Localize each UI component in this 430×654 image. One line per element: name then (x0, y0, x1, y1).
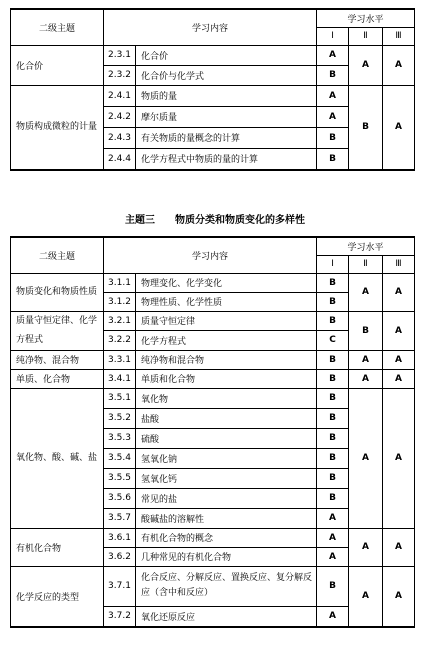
level-2-value: B (349, 85, 383, 170)
level-1-value: C (317, 331, 349, 351)
level-1-value: A (317, 106, 349, 127)
item-code: 2.4.2 (104, 106, 136, 127)
item-code: 3.3.1 (104, 350, 136, 369)
item-text: 物质的量 (136, 85, 317, 106)
item-code: 2.4.4 (104, 148, 136, 170)
item-code: 3.4.1 (104, 369, 136, 388)
header-level-2: Ⅱ (349, 27, 383, 45)
theme-cell: 有机化合物 (11, 528, 104, 566)
table-row (11, 45, 415, 65)
table-row (11, 388, 415, 408)
item-code: 2.4.1 (104, 85, 136, 106)
item-text: 化学方程式 (136, 331, 317, 351)
header-content: 学习内容 (104, 237, 317, 273)
item-text: 化合价与化学式 (136, 65, 317, 85)
level-2-value: A (349, 528, 383, 566)
level-3-value: A (383, 45, 415, 85)
item-code: 3.6.2 (104, 547, 136, 566)
level-1-value: B (317, 428, 349, 448)
item-code: 3.5.3 (104, 428, 136, 448)
level-1-value: B (317, 127, 349, 148)
level-1-value: A (317, 508, 349, 528)
header-level-2: Ⅱ (349, 255, 383, 273)
item-text: 氧化物 (136, 388, 317, 408)
item-text: 物理性质、化学性质 (136, 292, 317, 311)
level-3-value: A (383, 311, 415, 350)
item-code: 3.5.1 (104, 388, 136, 408)
item-code: 3.5.7 (104, 508, 136, 528)
item-text: 常见的盐 (136, 488, 317, 508)
item-text: 摩尔质量 (136, 106, 317, 127)
item-code: 3.5.6 (104, 488, 136, 508)
level-1-value: A (317, 528, 349, 547)
header-level-1: Ⅰ (317, 255, 349, 273)
header-level: 学习水平 (317, 9, 415, 27)
level-1-value: B (317, 350, 349, 369)
item-code: 3.6.1 (104, 528, 136, 547)
item-text: 化学方程式中物质的量的计算 (136, 148, 317, 170)
item-text: 有机化合物的概念 (136, 528, 317, 547)
level-1-value: B (317, 408, 349, 428)
theme-cell: 质量守恒定律、化学方程式 (11, 311, 104, 350)
header-theme: 二级主题 (11, 237, 104, 273)
level-1-value: B (317, 369, 349, 388)
level-3-value: A (383, 388, 415, 528)
level-3-value: A (383, 369, 415, 388)
level-1-value: A (317, 85, 349, 106)
header-level-3: Ⅲ (383, 27, 415, 45)
section-label: 主题三 (125, 215, 155, 226)
item-text: 化合价 (136, 45, 317, 65)
header-level-3: Ⅲ (383, 255, 415, 273)
curriculum-table-1 (10, 8, 415, 171)
item-code: 3.5.4 (104, 448, 136, 468)
theme-cell: 物质变化和物质性质 (11, 273, 104, 311)
item-code: 2.4.3 (104, 127, 136, 148)
level-2-value: A (349, 388, 383, 528)
theme-cell: 化合价 (11, 45, 104, 85)
theme-cell: 纯净物、混合物 (11, 350, 104, 369)
level-1-value: B (317, 448, 349, 468)
level-1-value: B (317, 148, 349, 170)
item-code: 3.5.2 (104, 408, 136, 428)
header-theme: 二级主题 (11, 9, 104, 45)
header-level: 学习水平 (317, 237, 415, 255)
item-text: 几种常见的有机化合物 (136, 547, 317, 566)
level-2-value: A (349, 273, 383, 311)
theme-cell: 物质构成微粒的计量 (11, 85, 104, 170)
level-2-value: A (349, 350, 383, 369)
item-text: 有关物质的量概念的计算 (136, 127, 317, 148)
theme-cell: 氧化物、酸、碱、盐 (11, 388, 104, 528)
level-1-value: A (317, 606, 349, 627)
level-1-value: B (317, 468, 349, 488)
item-code: 3.5.5 (104, 468, 136, 488)
item-text: 盐酸 (136, 408, 317, 428)
item-text: 氧化还原反应 (136, 606, 317, 627)
item-text: 单质和化合物 (136, 369, 317, 388)
item-code: 3.7.2 (104, 606, 136, 627)
table-row (11, 350, 415, 369)
item-text: 质量守恒定律 (136, 311, 317, 331)
level-3-value: A (383, 566, 415, 627)
level-1-value: A (317, 547, 349, 566)
item-code: 3.1.1 (104, 273, 136, 292)
level-1-value: B (317, 566, 349, 606)
item-text: 酸碱盐的溶解性 (136, 508, 317, 528)
table-row (11, 566, 415, 606)
header-content: 学习内容 (104, 9, 317, 45)
section-heading: 物质分类和物质变化的多样性 (175, 215, 305, 226)
item-text: 硫酸 (136, 428, 317, 448)
table-row (11, 311, 415, 331)
level-1-value: B (317, 65, 349, 85)
level-3-value: A (383, 273, 415, 311)
theme-cell: 化学反应的类型 (11, 566, 104, 627)
level-2-value: B (349, 311, 383, 350)
level-2-value: A (349, 566, 383, 627)
level-3-value: A (383, 85, 415, 170)
item-code: 3.2.2 (104, 331, 136, 351)
level-1-value: A (317, 45, 349, 65)
level-3-value: A (383, 528, 415, 566)
item-text: 化合反应、分解反应、置换反应、复分解反应（含中和反应） (136, 566, 317, 606)
item-code: 3.1.2 (104, 292, 136, 311)
table-row (11, 369, 415, 388)
curriculum-table-2 (10, 236, 415, 628)
table-row (11, 85, 415, 106)
level-1-value: B (317, 488, 349, 508)
header-level-1: Ⅰ (317, 27, 349, 45)
table-row (11, 273, 415, 292)
item-code: 2.3.2 (104, 65, 136, 85)
level-2-value: A (349, 369, 383, 388)
item-code: 3.7.1 (104, 566, 136, 606)
item-text: 纯净物和混合物 (136, 350, 317, 369)
section-title (0, 211, 430, 226)
level-2-value: A (349, 45, 383, 85)
level-1-value: B (317, 273, 349, 292)
level-1-value: B (317, 311, 349, 331)
theme-cell: 单质、化合物 (11, 369, 104, 388)
level-3-value: A (383, 350, 415, 369)
table-row (11, 528, 415, 547)
item-text: 氢氧化钙 (136, 468, 317, 488)
item-code: 3.2.1 (104, 311, 136, 331)
item-text: 物理变化、化学变化 (136, 273, 317, 292)
level-1-value: B (317, 292, 349, 311)
item-code: 2.3.1 (104, 45, 136, 65)
item-text: 氢氧化钠 (136, 448, 317, 468)
level-1-value: B (317, 388, 349, 408)
